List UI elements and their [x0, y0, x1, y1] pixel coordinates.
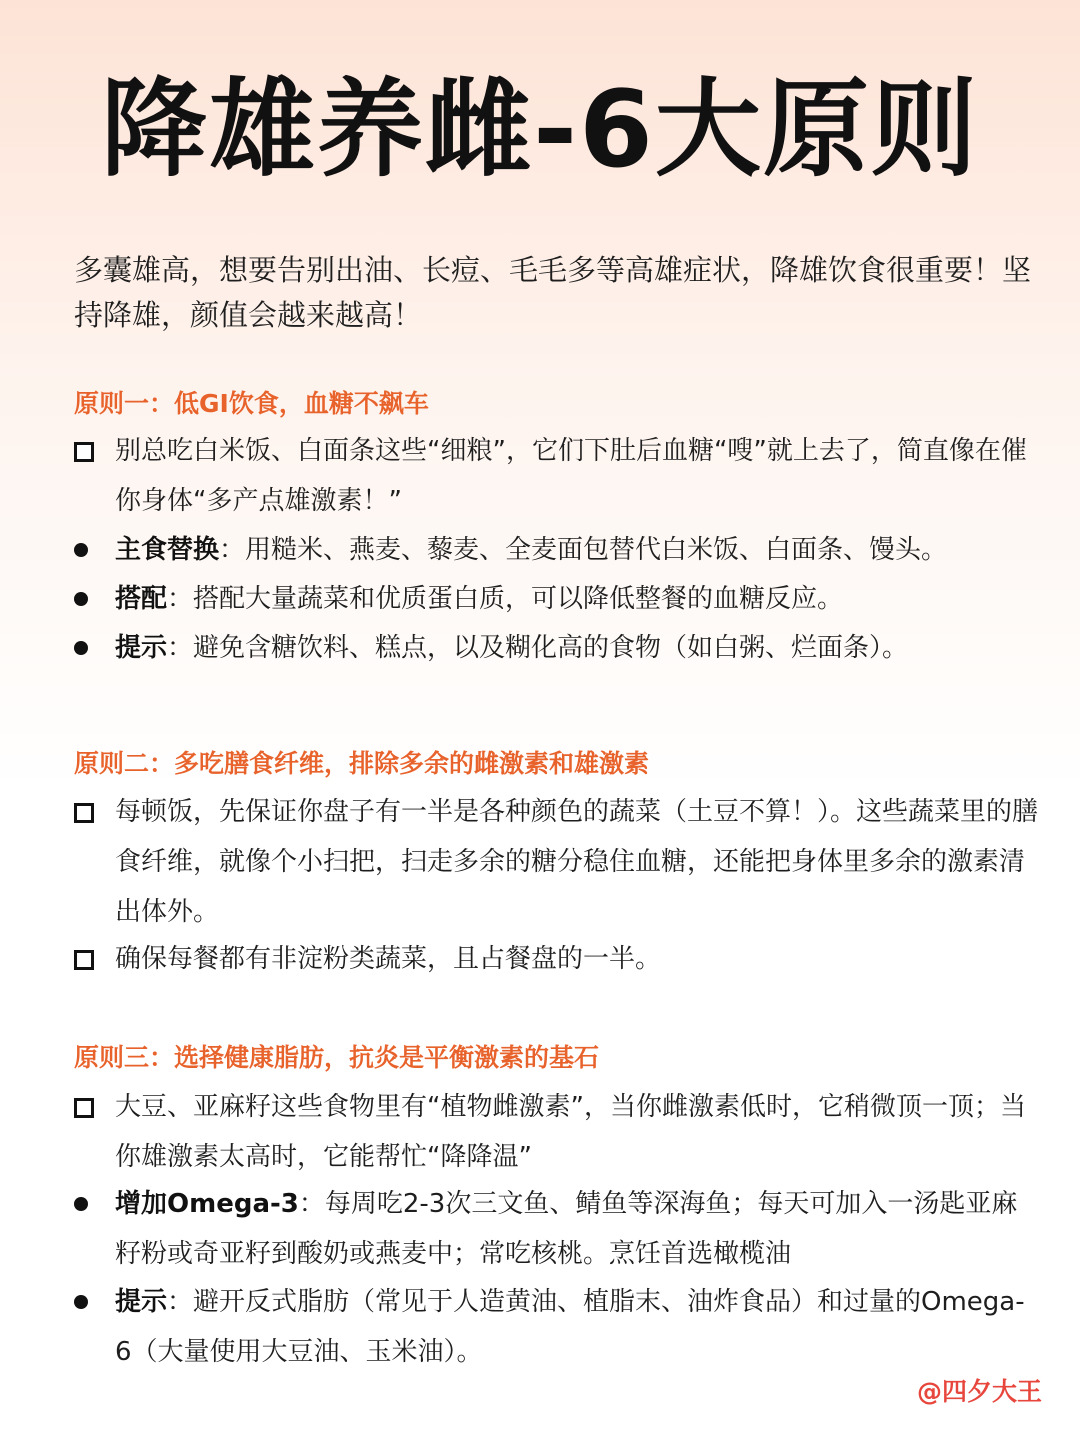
section-1-heading: 原则一：低GI饮食，血糖不飙车 [74, 389, 429, 418]
page-title: 降雄养雌-6大原则 [101, 68, 979, 191]
item-text: 确保每餐都有非淀粉类蔬菜，且占餐盘的一半。 [115, 944, 662, 974]
list-item [74, 426, 1038, 526]
list-item [74, 1179, 1038, 1279]
item-text: 搭配：搭配大量蔬菜和优质蛋白质，可以降低整餐的血糖反应。 [115, 584, 844, 614]
section-2-heading: 原则二：多吃膳食纤维，排除多余的雌激素和雄激素 [74, 749, 650, 778]
checkbox-icon [74, 442, 94, 462]
bullet-dot-icon [74, 592, 88, 606]
item-bold-label: 提示 [115, 633, 168, 663]
checkbox-icon [74, 1098, 94, 1118]
bullet-dot-icon [74, 1295, 88, 1309]
item-bold-label: 增加Omega-3 [115, 1189, 299, 1219]
item-text: 大豆、亚麻籽这些食物里有“植物雌激素”，当你雌激素低时，它稍微顶一顶；当你雄激素太高时，它能帮忙“降降温” [115, 1092, 1026, 1172]
item-bold-label: 搭配 [115, 584, 168, 614]
list-item [74, 787, 1038, 937]
list-item [74, 1082, 1038, 1182]
item-text: 主食替换：用糙米、燕麦、藜麦、全麦面包替代白米饭、白面条、馒头。 [115, 535, 948, 565]
list-item [74, 574, 1038, 624]
author-signature: @四夕大王 [916, 1377, 1042, 1406]
item-text: 提示：避开反式脂肪（常见于人造黄油、植脂末、油炸食品）和过量的Omega-6（大量使用大豆油、玉米油）。 [115, 1287, 1025, 1367]
item-text: 每顿饭，先保证你盘子有一半是各种颜色的蔬菜（土豆不算！）。这些蔬菜里的膳食纤维，就像个小扫把，扫走多余的糖分稳住血糖，还能把身体里多余的激素清出体外。 [115, 797, 1039, 927]
list-item [74, 623, 1038, 673]
item-bold-label: 提示 [115, 1287, 168, 1317]
intro-paragraph: 多囊雄高，想要告别出油、长痘、毛毛多等高雄症状，降雄饮食很重要！坚持降雄，颜值会越来越高！ [74, 253, 1032, 332]
list-item [74, 525, 1038, 575]
list-item [74, 1277, 1038, 1377]
checkbox-icon [74, 803, 94, 823]
item-bold-label: 主食替换 [115, 535, 220, 565]
section-3-heading: 原则三：选择健康脂肪，抗炎是平衡激素的基石 [74, 1043, 600, 1072]
list-item [74, 934, 1038, 984]
item-text: 提示：避免含糖饮料、糕点，以及糊化高的食物（如白粥、烂面条）。 [115, 633, 909, 663]
checkbox-icon [74, 950, 94, 970]
item-text: 增加Omega-3：每周吃2-3次三文鱼、鲭鱼等深海鱼；每天可加入一汤匙亚麻籽粉或奇亚籽到酸奶或燕麦中；常吃核桃。烹饪首选橄榄油 [115, 1189, 1018, 1269]
bullet-dot-icon [74, 543, 88, 557]
item-text: 别总吃白米饭、白面条这些“细粮”，它们下肚后血糖“嗖”就上去了，简直像在催你身体“多产点雄激素！” [115, 436, 1027, 516]
bullet-dot-icon [74, 641, 88, 655]
bullet-dot-icon [74, 1197, 88, 1211]
